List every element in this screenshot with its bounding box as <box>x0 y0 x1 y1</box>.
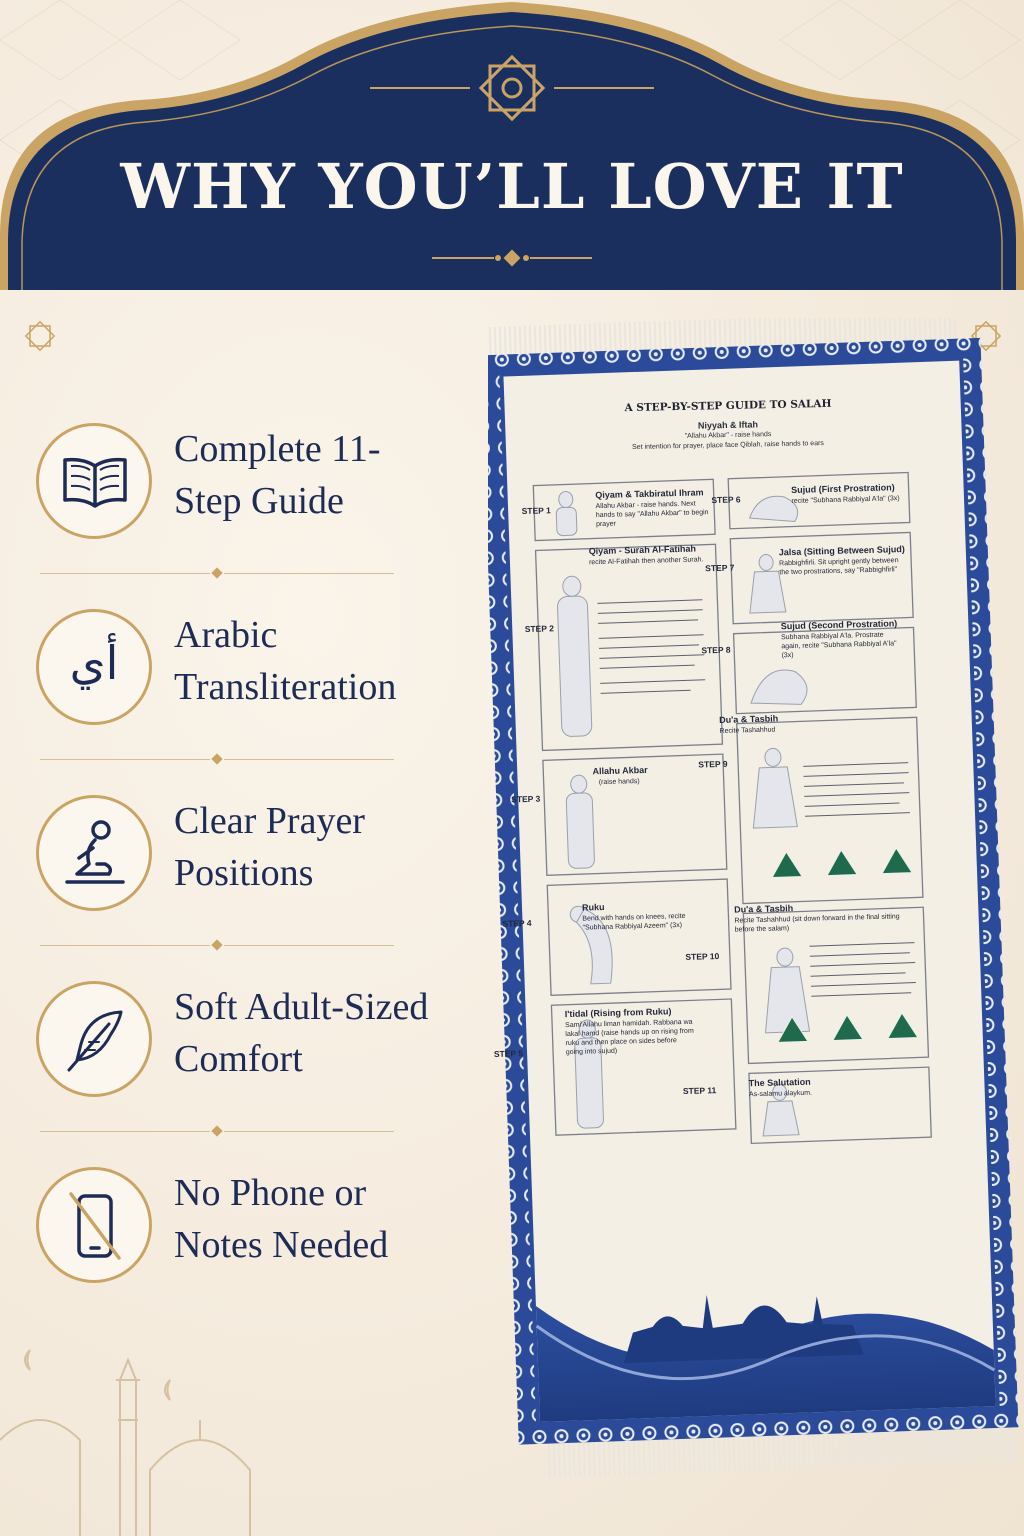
mat-steps <box>473 311 1024 1495</box>
step-number: STEP 3 <box>511 793 541 805</box>
step-desc: Rabbighfirli. Sit upright gently between the two prostrations, say "Rabbighfirli" <box>779 557 899 577</box>
step-title: Qiyam & Takbiratul Ihram <box>595 487 704 501</box>
step-desc: Sami'Allahu liman hamidah. Rabbana wa lakal hamd (raise hands up on rising from ruku and then place on sides before going into sujud) <box>565 1018 694 1057</box>
feature-item <box>36 591 396 777</box>
open-book-icon <box>36 423 152 539</box>
page-title: WHY YOU’LL LOVE IT <box>120 150 904 223</box>
step-desc: Recite Tashahhud <box>719 726 776 735</box>
step-title: Du'a & Tasbih <box>719 713 779 725</box>
mosque-outline-decoration <box>0 1320 300 1536</box>
step-desc: recite Al-Fatihah then another Surah. <box>588 556 704 567</box>
feature-label: Clear Prayer Positions <box>174 800 365 894</box>
feature-item <box>36 777 396 963</box>
step-number: STEP 4 <box>502 917 532 929</box>
mat-intro-line: "Allahu Akbar" - raise hands <box>684 431 772 440</box>
divider <box>40 567 394 581</box>
arabic-letters-icon <box>36 609 152 725</box>
no-phone-icon <box>36 1167 152 1283</box>
mat-intro-line: Set intention for prayer, place face Qiblah, raise hands to ears <box>632 439 824 452</box>
feature-item <box>36 405 396 591</box>
divider <box>40 939 394 953</box>
feather-icon <box>36 981 152 1097</box>
step-number: STEP 2 <box>524 623 555 635</box>
step-desc: Bend with hands on knees, recite "Subhana Rabbiyal Azeem" (3x) <box>582 912 686 932</box>
step-title: Jalsa (Sitting Between Sujud) <box>778 544 905 558</box>
feature-label: Soft Adult-Sized Comfort <box>174 986 429 1080</box>
divider <box>40 1125 394 1139</box>
step-number: STEP 5 <box>493 1048 524 1059</box>
step-number: STEP 9 <box>698 758 728 770</box>
step-number: STEP 10 <box>685 951 720 962</box>
step-desc: recite "Subhana Rabbiyal A'la" (3x) <box>791 495 900 505</box>
feature-list <box>36 405 429 1335</box>
mat-title: A STEP-BY-STEP GUIDE TO SALAH <box>624 397 832 415</box>
step-title: Allahu Akbar <box>592 764 648 777</box>
step-number: STEP 6 <box>711 494 741 506</box>
step-desc: As-salamu alaykum. <box>748 1089 813 1099</box>
step-title: Ruku <box>581 902 605 913</box>
step-title: Du'a & Tasbih <box>734 903 794 915</box>
feature-label: Arabic Transliteration <box>174 614 397 708</box>
step-number: STEP 7 <box>705 562 735 574</box>
step-desc: (raise hands) <box>598 778 640 787</box>
divider <box>40 753 394 767</box>
mat-intro-title: Niyyah & Iftah <box>697 419 759 431</box>
step-title: Sujud (First Prostration) <box>791 482 895 495</box>
feature-label: Complete 11-Step Guide <box>174 428 381 522</box>
kneeling-person-icon <box>36 795 152 911</box>
step-number: STEP 1 <box>521 505 551 517</box>
star-icon <box>22 318 58 354</box>
prayer-mat-image <box>488 318 1024 1488</box>
header-arch <box>0 0 1024 290</box>
step-desc: Allahu Akbar - raise hands. Next hands to say "Allahu Akbar" to begin prayer <box>595 500 709 529</box>
step-title: The Salutation <box>748 1076 811 1089</box>
step-number: STEP 11 <box>682 1085 717 1097</box>
step-desc: Recite Tashahhud (sit down forward in the final sitting before the salam) <box>734 913 900 934</box>
feature-item <box>36 1149 396 1335</box>
arabic-glyph: أي <box>69 636 119 690</box>
feature-label: No Phone or Notes Needed <box>174 1172 389 1266</box>
step-number: STEP 8 <box>701 644 731 656</box>
step-title: Sujud (Second Prostration) <box>780 618 898 632</box>
step-desc: Subhana Rabbiyal A'la. Prostrate again, recite "Subhana Rabbiyal A'la" (3x) <box>780 631 897 660</box>
feature-item <box>36 963 429 1149</box>
step-title: Qiyam - Surah Al-Fatihah <box>588 543 697 557</box>
step-title: I'tidal (Rising from Ruku) <box>564 1006 672 1020</box>
